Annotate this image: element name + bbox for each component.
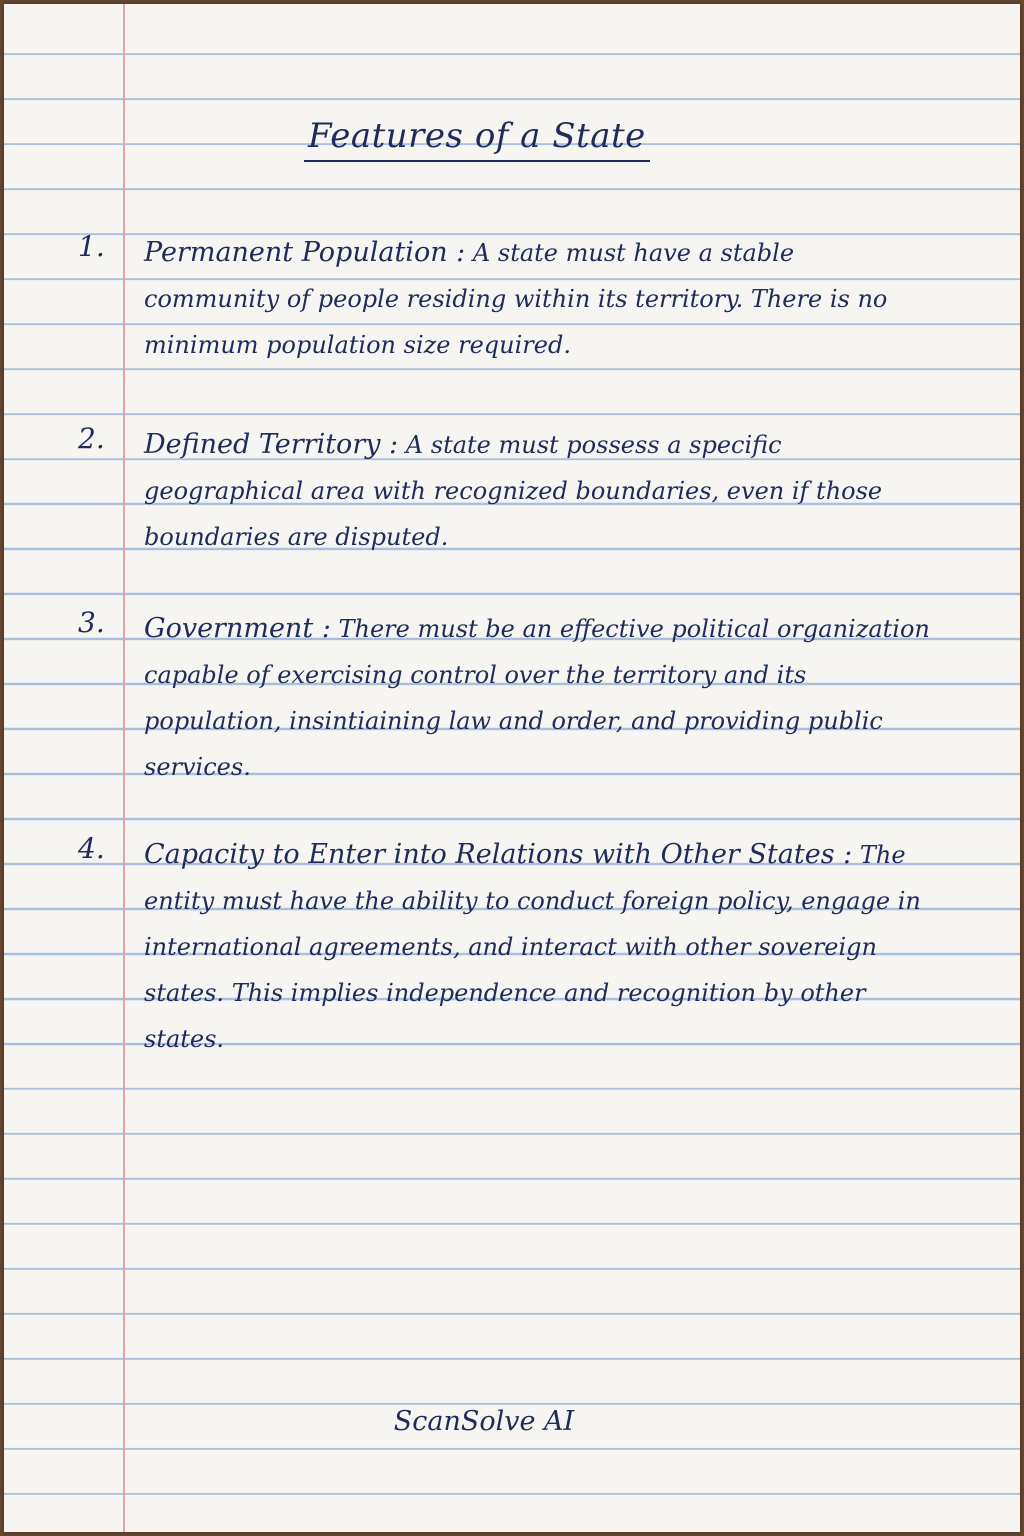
item-body: A state must have a stable community of people residing within its territory. There is no minimum population size required. [144, 239, 888, 359]
page-title [304, 116, 724, 156]
item-heading: Defined Territory : [144, 429, 399, 460]
page-title-text: Features of a State [304, 116, 650, 162]
notebook-page [4, 4, 1020, 1532]
item-text [144, 422, 934, 560]
item-number: 3. [78, 606, 105, 639]
item-heading: Government : [144, 613, 331, 644]
item-body: A state must possess a specific geographical area with recognized boundaries, even if those boundaries are disputed. [144, 431, 883, 551]
item-text [144, 230, 934, 368]
item-heading: Permanent Population : [144, 237, 466, 268]
item-text [144, 606, 934, 790]
item-body: There must be an effective political organization capable of exercising control over the territory and its population, insintiaining law and order, and providing public services. [144, 615, 930, 781]
item-number: 2. [78, 422, 105, 455]
margin-line [123, 4, 125, 1532]
item-number: 1. [78, 230, 105, 263]
item-number: 4. [78, 832, 105, 865]
item-text [144, 832, 934, 1062]
item-body: The entity must have the ability to conduct foreign policy, engage in international agreements, and interact with other sovereign states. This implies independence and recognition by other states. [144, 841, 921, 1053]
item-heading: Capacity to Enter into Relations with Other States : [144, 839, 853, 870]
footer-brand: ScanSolve AI [393, 1406, 575, 1437]
